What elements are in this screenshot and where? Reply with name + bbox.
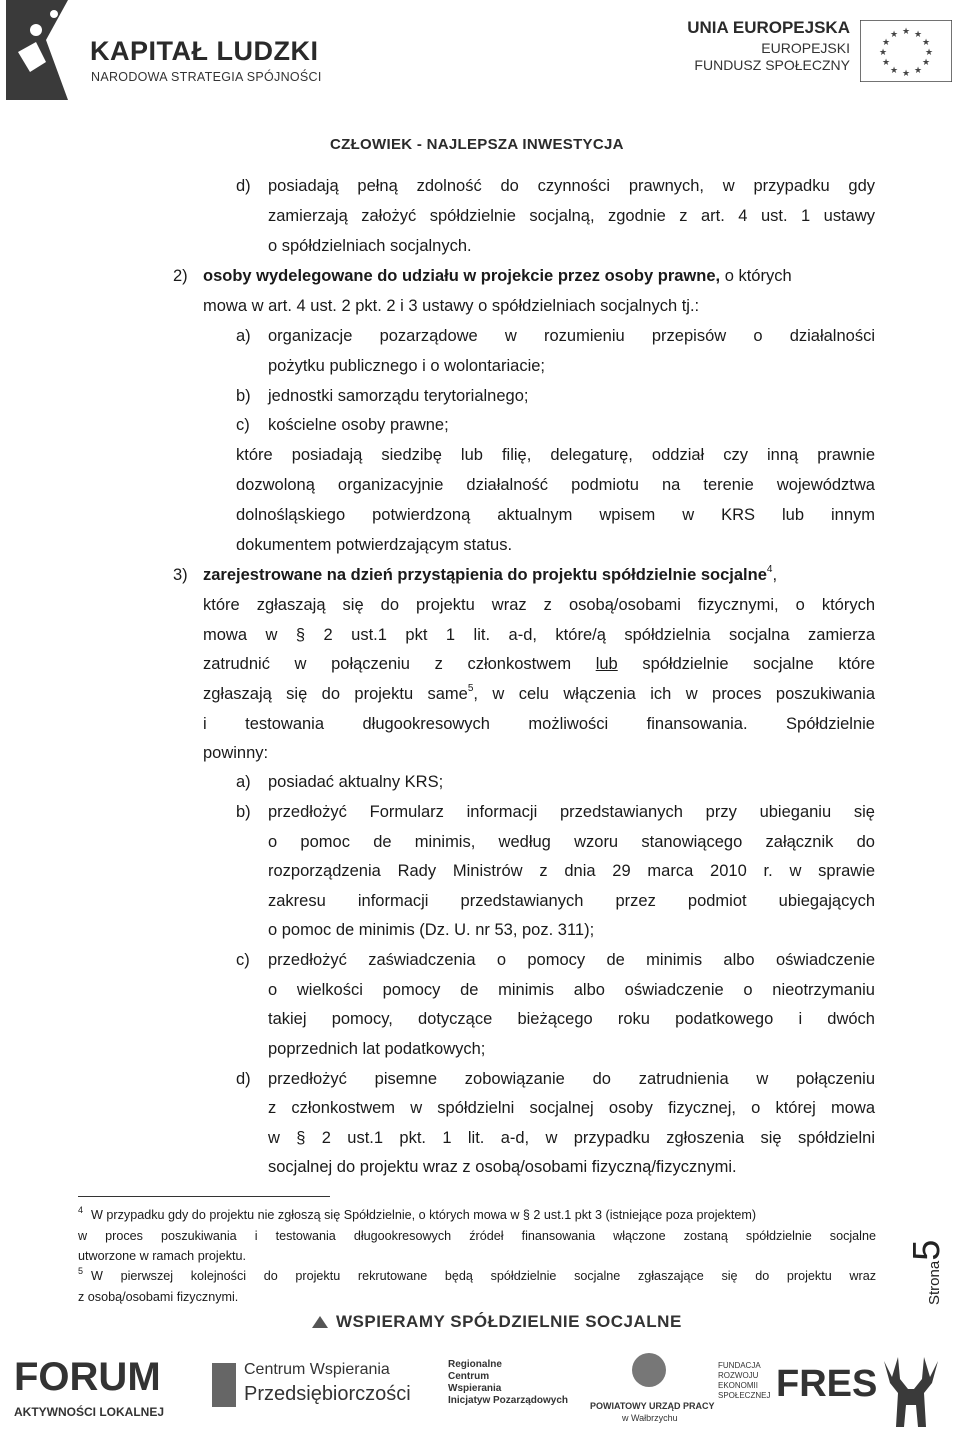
item-2-para-line-4: dokumentem potwierdzającym status.	[236, 536, 513, 554]
item-3-line-1-rest: ,	[772, 566, 778, 584]
item-3d-line-4: socjalnej do projektu wraz z osobą/osobami fizyczną/fizycznymi.	[268, 1158, 737, 1176]
svg-text:★: ★	[921, 37, 931, 47]
item-3b-line-2: o pomoc de minimis, według wzoru stanowiącego załącznik do	[268, 833, 875, 851]
footnote-4-text-1: W przypadku gdy do projektu nie zgłoszą się Spółdzielnie, o których mowa w § 2 ust.1 pkt 3 (istniejące poza projektem)	[91, 1208, 757, 1222]
fres-small-line-2: ROZWOJU	[718, 1371, 759, 1380]
svg-text:★: ★	[913, 29, 923, 39]
item-2b-line-1: jednostki samorządu terytorialnego;	[268, 387, 529, 405]
footnote-4-line-2: w proces poszukiwania i testowania długookresowych źródeł finansowania włączone zostaną spółdzielnie socjalne	[78, 1229, 876, 1243]
footnote-5-line-1	[78, 1266, 876, 1286]
item-3c-line-3: takiej pomocy, dotyczące bieżącego roku podatkowego i dwóch	[268, 1010, 875, 1028]
svg-text:★: ★	[889, 29, 899, 39]
item-2a-line-2: pożytku publicznego i o wolontariacie;	[268, 357, 545, 375]
item-3-line-4-a: zatrudnić w połączeniu z członkostwem	[203, 655, 596, 673]
item-2a-label: a)	[236, 327, 251, 345]
item-2-line-1-rest: o których	[720, 267, 792, 285]
fres-logo: FRES	[776, 1363, 878, 1405]
item-3-line-5-a: zgłaszają się do projektu same	[203, 685, 468, 703]
cwp-logo-icon	[212, 1363, 236, 1407]
item-3-line-3: mowa w § 2 ust.1 pkt 1 lit. a-d, które/ą spółdzielnia socjalna zamierza	[203, 626, 875, 644]
item-3-line-2: które zgłaszają się do projektu wraz z osobą/osobami fizycznymi, o których	[203, 596, 875, 614]
item-3-line-5-b: , w celu włączenia ich w proces poszukiwania	[473, 685, 875, 703]
footnote-4-line-1	[78, 1205, 756, 1225]
svg-text:★: ★	[881, 57, 891, 67]
item-2-para-line-2: dozwoloną organizacyjnie działalność podmiotu na terenie województwa	[236, 476, 875, 494]
deer-logo-icon	[876, 1349, 946, 1427]
forum-logo-title: FORUM	[14, 1355, 161, 1399]
eu-flag-icon	[860, 20, 952, 82]
item-3b-label: b)	[236, 803, 251, 821]
kapital-ludzki-title: KAPITAŁ LUDZKI	[90, 36, 319, 66]
item-d-line-1: posiadają pełną zdolność do czynności prawnych, w przypadku gdy	[268, 177, 875, 195]
footnote-4-line-3: utworzone w ramach projektu.	[78, 1249, 246, 1263]
svg-text:★: ★	[913, 65, 923, 75]
item-3-line-7: powinny:	[203, 744, 269, 762]
item-3b-line-4: zakresu informacji przedstawianych przez podmiot ubiegających	[268, 892, 875, 910]
regional-centre-logo	[448, 1359, 568, 1407]
item-d-line-3: o spółdzielniach socjalnych.	[268, 237, 472, 255]
item-3d-label: d)	[236, 1070, 251, 1088]
item-3b-line-1: przedłożyć Formularz informacji przedstawianych przy ubieganiu się	[268, 803, 875, 821]
regional-centre-line-3: Wspierania	[448, 1383, 502, 1394]
item-3-line-6: i testowania długookresowych możliwości finansowania. Spółdzielnie	[203, 715, 875, 733]
item-3-line-4	[203, 650, 875, 680]
regional-centre-line-2: Centrum	[448, 1371, 490, 1382]
item-3-line-4-b: spółdzielnie socjalne które	[617, 655, 875, 673]
footnote-5-line-2: z osobą/osobami fizycznymi.	[78, 1290, 239, 1304]
kapital-ludzki-logo-icon	[6, 0, 76, 100]
svg-text:★: ★	[924, 47, 934, 57]
pup-logo-icon	[632, 1353, 666, 1387]
item-3a-label: a)	[236, 773, 251, 791]
pup-logo-line-1: POWIATOWY URZĄD PRACY	[590, 1401, 715, 1411]
eu-line-1: UNIA EUROPEJSKA	[687, 18, 850, 37]
eu-line-2: EUROPEJSKI	[761, 40, 850, 56]
item-2-para-line-3: dolnośląskiego potwierdzoną aktualnym wpisem w KRS lub innym	[236, 506, 875, 524]
item-d-label: d)	[236, 177, 251, 195]
eu-text-block	[660, 18, 850, 88]
item-3-line-5	[203, 680, 875, 710]
svg-text:★: ★	[889, 65, 899, 75]
svg-text:★: ★	[878, 47, 888, 57]
item-3-underlined-lub: lub	[595, 655, 618, 673]
item-3-bold-heading: zarejestrowane na dzień przystąpienia do projektu spółdzielnie socjalne	[203, 566, 767, 584]
item-3b-line-5: o pomoc de minimis (Dz. U. nr 53, poz. 311);	[268, 921, 595, 939]
item-3b-line-3: rozporządzenia Rady Ministrów z dnia 29 marca 2010 r. w sprawie	[268, 862, 875, 880]
fres-small-line-4: SPOŁECZNEJ	[718, 1391, 771, 1400]
cwp-logo-line-2: Przedsiębiorczości	[244, 1383, 411, 1405]
item-3c-line-1: przedłożyć zaświadczenia o pomocy de minimis albo oświadczenie	[268, 951, 875, 969]
partner-logos	[0, 1345, 960, 1430]
page-number: 5	[906, 1239, 948, 1261]
footnote-4-number: 4	[78, 1205, 84, 1215]
item-2c-label: c)	[236, 416, 250, 434]
svg-text:★: ★	[901, 68, 911, 78]
footnote-5-text-1: W pierwszej kolejności do projektu rekrutowane będą spółdzielnie socjalne zgłaszające się do projektu wraz	[91, 1269, 876, 1283]
regional-centre-line-4: Inicjatyw Pozarządowych	[448, 1395, 569, 1406]
item-2b-label: b)	[236, 387, 251, 405]
footnote-separator	[78, 1196, 330, 1197]
fres-small-line-3: EKONOMII	[718, 1381, 759, 1390]
item-3d-line-2: z członkostwem w spółdzielni socjalnej osoby fizycznej, o której mowa	[268, 1099, 875, 1117]
kapital-ludzki-subtitle: NARODOWA STRATEGIA SPÓJNOŚCI	[91, 70, 322, 84]
eu-line-3: FUNDUSZ SPOŁECZNY	[694, 57, 850, 73]
footnote-ref-4[interactable]: 4	[766, 564, 773, 575]
item-2a-line-1: organizacje pozarządowe w rozumieniu przepisów o działalności	[268, 327, 875, 345]
item-3-line-1	[203, 561, 777, 591]
pup-logo-line-2: w Wałbrzychu	[622, 1413, 678, 1423]
item-2-line-1	[203, 262, 792, 292]
svg-text:★: ★	[921, 57, 931, 67]
item-3c-line-4: poprzednich lat podatkowych;	[268, 1040, 486, 1058]
item-2-line-2: mowa w art. 4 ust. 2 pkt. 2 i 3 ustawy o spółdzielniach socjalnych tj.:	[203, 297, 700, 315]
item-3c-label: c)	[236, 951, 250, 969]
header-slogan: CZŁOWIEK - NAJLEPSZA INWESTYCJA	[330, 136, 624, 153]
item-2-bold-heading: osoby wydelegowane do udziału w projekcie przez osoby prawne,	[203, 267, 721, 285]
footnote-5-number: 5	[78, 1266, 84, 1276]
fres-small-text	[718, 1361, 770, 1401]
item-2-para-line-1: które posiadają siedzibę lub filię, delegaturę, oddział czy inną prawnie	[236, 446, 875, 464]
fres-small-line-1: FUNDACJA	[718, 1361, 761, 1370]
item-2-number: 2)	[173, 267, 188, 285]
support-banner: WSPIERAMY SPÓŁDZIELNIE SOCJALNE	[336, 1312, 682, 1331]
page-header	[0, 0, 960, 165]
page-number-side	[906, 1195, 960, 1305]
svg-text:★: ★	[881, 37, 891, 47]
footnote-ref-5[interactable]: 5	[467, 683, 474, 694]
svg-text:★: ★	[901, 26, 911, 36]
item-3d-line-1: przedłożyć pisemne zobowiązanie do zatrudnienia w połączeniu	[268, 1070, 875, 1088]
cwp-logo-line-1: Centrum Wspierania	[244, 1361, 390, 1378]
item-d-line-2: zamierzają założyć spółdzielnie socjalną, zgodnie z art. 4 ust. 1 ustawy	[268, 207, 875, 225]
item-2c-line-1: kościelne osoby prawne;	[268, 416, 449, 434]
item-3d-line-3: w § 2 ust.1 pkt. 1 lit. a-d, w przypadku zgłoszenia się spółdzielni	[268, 1129, 875, 1147]
page-word: Strona	[926, 1260, 943, 1305]
regional-centre-line-1: Regionalne	[448, 1359, 502, 1370]
item-3a-line-1: posiadać aktualny KRS;	[268, 773, 444, 791]
forum-logo-subtitle: AKTYWNOŚCI LOKALNEJ	[14, 1405, 164, 1419]
item-3-number: 3)	[173, 566, 188, 584]
item-3c-line-2: o wielkości pomocy de minimis albo oświadczenie o nieotrzymaniu	[268, 981, 875, 999]
banner-arrow-icon	[312, 1316, 328, 1328]
